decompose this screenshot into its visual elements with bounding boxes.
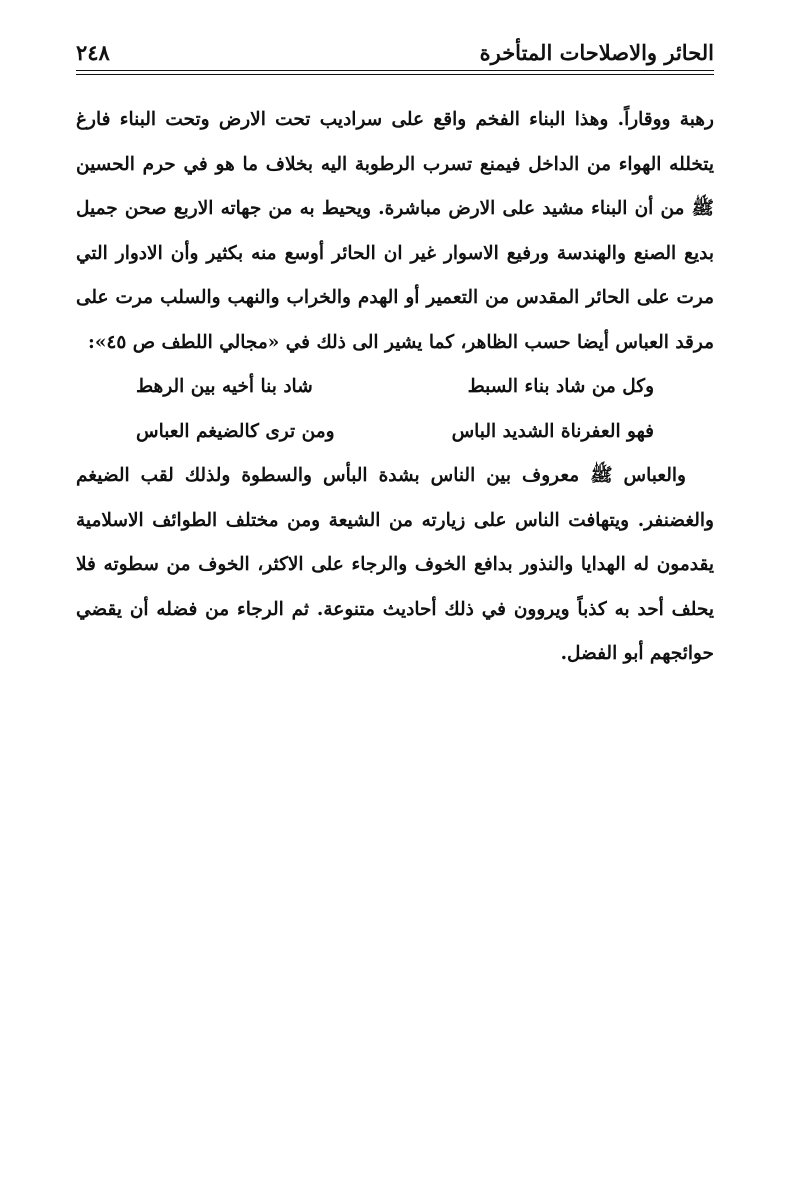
verse-1-first-hemistich: وكل من شاد بناء السبط [467, 376, 654, 397]
page-number: ٢٤٨ [76, 40, 110, 65]
verse-line-2 [76, 410, 714, 455]
page-header [76, 38, 714, 72]
verse-line-1 [76, 365, 714, 410]
verse-2-first-hemistich: فهو العفرناة الشديد الباس [451, 420, 654, 442]
verse-2-second-hemistich: ومن ترى كالضيغم العباس [136, 420, 335, 442]
header-rule-thick [76, 70, 714, 71]
running-title: الحائر والاصلاحات المتأخرة [479, 40, 714, 65]
body-text [76, 98, 714, 677]
paragraph-2: والعباس ﷺ معروف بين الناس بشدة البأس والسطوة ولذلك لقب الضيغم والغضنفر. ويتهافت الناس على زيارته من الشيعة ومن مختلف الطوائف الاسلامية يقدمون له الهدايا والنذور بدافع الخوف والرجاء على الاكثر، الخوف من سطوته فلا يحلف أحد به كذباً ويروون في ذلك أحاديث متنوعة. ثم الرجاء من فضله أن يقضي حوائجهم أبو الفضل. [76, 465, 714, 664]
paragraph-1: رهبة ووقاراً. وهذا البناء الفخم واقع على سراديب تحت الارض وتحت البناء فارغ يتخلله الهواء من الداخل فيمنع تسرب الرطوبة اليه بخلاف ما هو في حرم الحسين ﷺ من أن البناء مشيد على الارض مباشرة. ويحيط به من جهاته الاربع صحن جميل بديع الصنع والهندسة ورفيع الاسوار غير ان الحائر أوسع منه بكثير وأن الادوار التي مرت على الحائر المقدس من التعمير أو الهدم والخراب والنهب والسلب مرت على مرقد العباس أيضا حسب الظاهر، كما يشير الى ذلك في «مجالي اللطف ص ٤٥»: [76, 109, 714, 353]
header-rule-thin [76, 74, 714, 75]
verse-1-second-hemistich: شاد بنا أخيه بين الرهط [136, 376, 313, 397]
